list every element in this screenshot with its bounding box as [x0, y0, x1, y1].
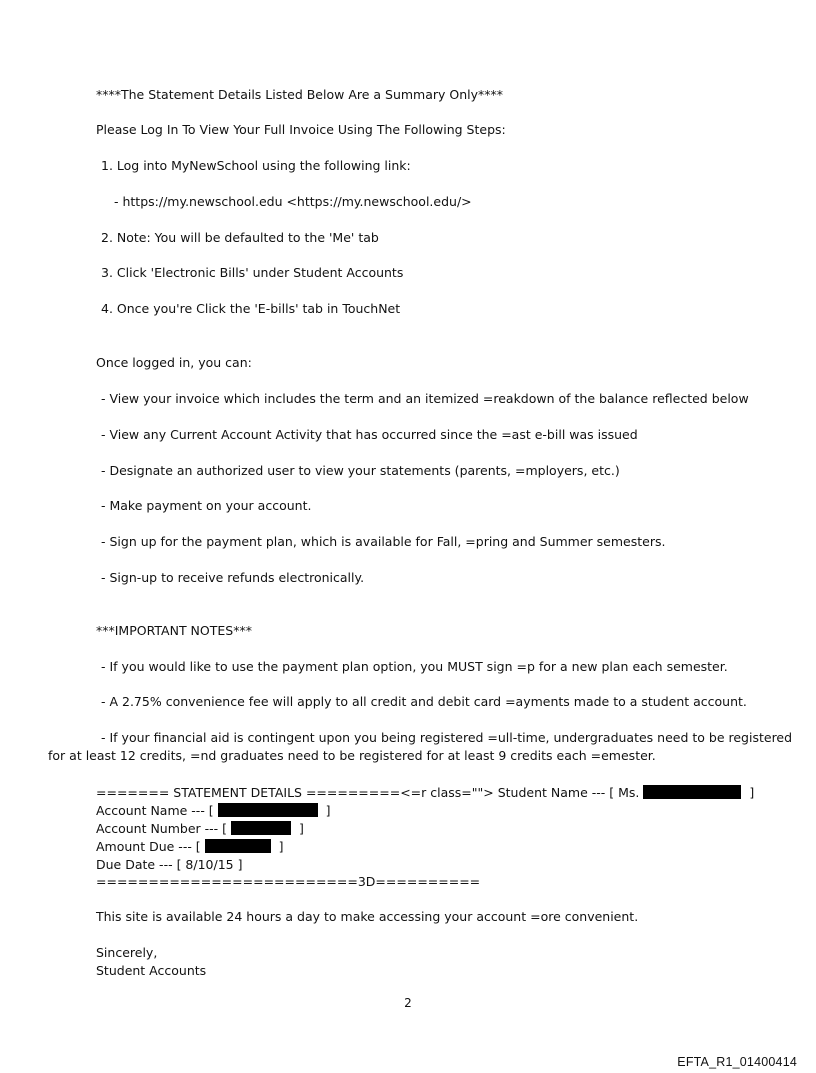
statement-footer-rule: =========================3D========== [96, 874, 481, 889]
availability-text: This site is available 24 hours a day to make accessing your account =ore convenient. [96, 909, 639, 924]
important-heading: ***IMPORTANT NOTES*** [96, 623, 252, 638]
redaction-box [205, 839, 271, 853]
can-item: - Designate an authorized user to view your statements (parents, =mployers, etc.) [101, 463, 620, 478]
account-name-label: Account Name --- [ [96, 803, 214, 818]
redaction-box [643, 785, 741, 799]
can-item: - View your invoice which includes the term and an itemized =reakdown of the balance reflected below [101, 391, 749, 406]
close-bracket: ] [278, 839, 284, 854]
note-item: - If you would like to use the payment plan option, you MUST sign =p for a new plan each semester. [101, 659, 728, 674]
intro-text: Please Log In To View Your Full Invoice Using The Following Steps: [96, 122, 506, 137]
statement-header-line [96, 785, 754, 801]
document-id: EFTA_R1_01400414 [677, 1055, 797, 1069]
close-bracket: ] [325, 803, 331, 818]
note-item: - A 2.75% convenience fee will apply to all credit and debit card =ayments made to a student account. [101, 694, 747, 709]
redaction-box [218, 803, 318, 817]
due-date-line: Due Date --- [ 8/10/15 ] [96, 857, 243, 872]
page-number: 2 [404, 996, 412, 1010]
logged-in-heading: Once logged in, you can: [96, 355, 252, 370]
note-financial-aid [48, 729, 793, 765]
statement-header: ======= STATEMENT DETAILS =========<=r class=""> Student Name --- [ Ms. [96, 785, 640, 800]
can-item: - Make payment on your account. [101, 498, 312, 513]
summary-header: ****The Statement Details Listed Below Are a Summary Only**** [96, 87, 504, 102]
redaction-box [231, 821, 291, 835]
step-1: 1. Log into MyNewSchool using the following link: [101, 158, 411, 173]
can-item: - View any Current Account Activity that has occurred since the =ast e-bill was issued [101, 427, 638, 442]
amount-due-label: Amount Due --- [ [96, 839, 201, 854]
step-3: 3. Click 'Electronic Bills' under Student Accounts [101, 265, 404, 280]
amount-due-line [96, 839, 284, 855]
account-name-line [96, 803, 331, 819]
note-financial-aid-line1: - If your financial aid is contingent upon you being registered =ull-time, undergraduates need to be registered [101, 730, 793, 745]
note-financial-aid-line2: for at least 12 credits, =nd graduates need to be registered for at least 9 credits each =emester. [48, 748, 656, 763]
can-item: - Sign-up to receive refunds electronically. [101, 570, 365, 585]
step-4: 4. Once you're Click the 'E-bills' tab in TouchNet [101, 301, 401, 316]
close-bracket: ] [298, 821, 304, 836]
step-2: 2. Note: You will be defaulted to the 'Me' tab [101, 230, 379, 245]
can-item: - Sign up for the payment plan, which is available for Fall, =pring and Summer semesters. [101, 534, 666, 549]
close-bracket: ] [749, 785, 755, 800]
account-number-line [96, 821, 304, 837]
signature-text: Student Accounts [96, 963, 207, 978]
step-1-link: - https://my.newschool.edu <https://my.newschool.edu/> [114, 194, 472, 209]
closing-text: Sincerely, [96, 945, 158, 960]
account-number-label: Account Number --- [ [96, 821, 228, 836]
